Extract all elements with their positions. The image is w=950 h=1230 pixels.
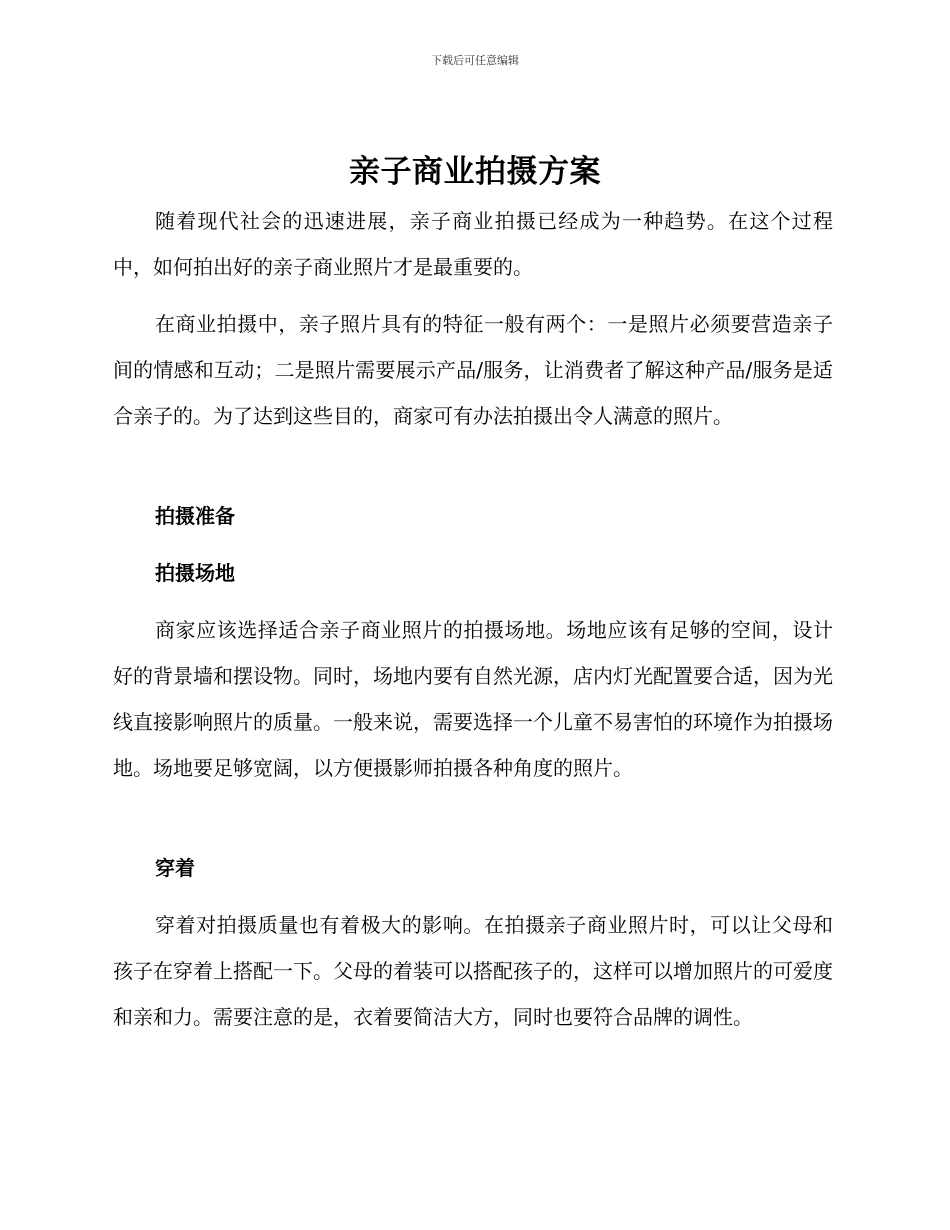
section-heading-dress: 穿着 [155,856,195,880]
dress-paragraph: 穿着对拍摄质量也有着极大的影响。在拍摄亲子商业照片时，可以让父母和孩子在穿着上搭配一下。父母的着装可以搭配孩子的，这样可以增加照片的可爱度和亲和力。需要注意的是，衣着要简洁大方，同时也要符合品牌的调性。 [113,913,833,1029]
document-title: 亲子商业拍摄方案 [349,154,601,190]
venue-paragraph: 商家应该选择适合亲子商业照片的拍摄场地。场地应该有足够的空间，设计好的背景墙和摆设物。同时，场地内要有自然光源，店内灯光配置要合适，因为光线直接影响照片的质量。一般来说，需要选择一个儿童不易害怕的环境作为拍摄场地。场地要足够宽阔，以方便摄影师拍摄各种角度的照片。 [113,618,833,780]
features-paragraph: 在商业拍摄中，亲子照片具有的特征一般有两个：一是照片必须要营造亲子间的情感和互动；二是照片需要展示产品/服务，让消费者了解这种产品/服务是适合亲子的。为了达到这些目的，商家可有办法拍摄出令人满意的照片。 [113,312,833,428]
body-block-3 [113,493,833,539]
body-block-6 [113,845,833,891]
body-block-4 [113,550,833,596]
body-block-5 [113,607,833,791]
body-block-7 [113,902,833,1040]
intro-paragraph: 随着现代社会的迅速进展，亲子商业拍摄已经成为一种趋势。在这个过程中，如何拍出好的亲子商业照片才是最重要的。 [113,209,833,279]
body-block-1 [113,198,833,290]
header-note: 下载后可任意编辑 [431,54,519,67]
section-heading-preparation: 拍摄准备 [155,504,235,528]
section-heading-venue: 拍摄场地 [155,561,235,585]
body-block-2 [113,301,833,439]
